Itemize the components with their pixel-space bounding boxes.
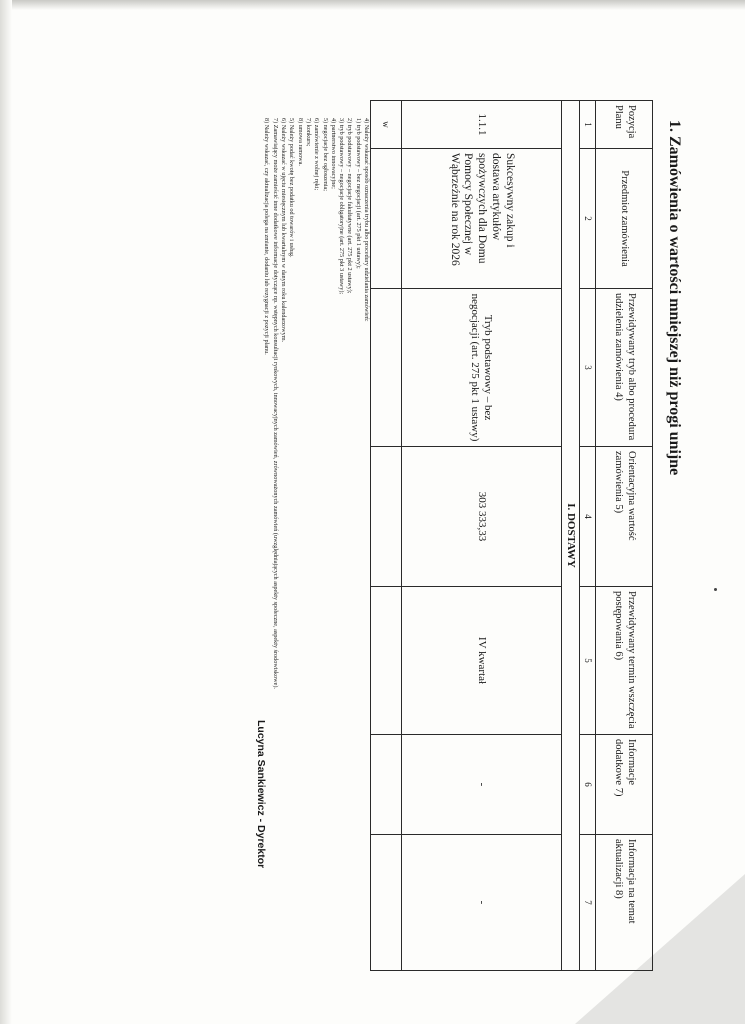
footnote: 2) tryb podstawowy – negocjacje fakultatywne (art. 275 pkt 2 ustawy); [346,118,354,294]
column-number: 7 [580,835,596,971]
footnote: 4) Należy wskazać sposób oznaczenia trybu albo procedury udzielania zamówień: [363,118,370,322]
column-number-row [580,101,596,971]
column-number: 3 [580,289,596,447]
empty-cell [370,735,401,835]
empty-cell [370,149,401,289]
header-additional-info: Informacje dodatkowe 7) [596,735,653,835]
footnote: 7) Zamawiający może zamieścić inne dodatkowe informacje dotyczące np. wstępnych konsultacji rynkowych, innowacyjnych zamówień, zrównoważonych zamówień (uwzględniających aspekty społeczne, aspekty środowiskowe). [271,118,279,689]
row-update-info: - [401,835,561,971]
footnote: 6) zamówienie z wolnej ręki; [313,118,321,191]
empty-cell [370,835,401,971]
header-start-term: Przewidywany termin wszczęcia postępowania 6) [596,587,653,735]
empty-cell [370,447,401,587]
table-header-row [596,101,653,971]
footnotes [262,118,370,938]
column-number: 6 [580,735,596,835]
column-number: 5 [580,587,596,735]
column-number: 2 [580,149,596,289]
footnote: 1) tryb podstawowy – bez negocjacji (art. 275 pkt 1 ustawy); [354,118,362,269]
footnote: 5) Należy podać kwotę bez podatku od towarów i usług. [288,118,296,258]
row-marker: w [370,101,401,149]
header-subject: Przedmiot zamówienia [596,149,653,289]
section-title: I. DOSTAWY [561,101,579,971]
header-procedure: Przewidywany tryb albo procedura udzielenia zamówienia 4) [596,289,653,447]
header-position: Pozycja Planu [596,101,653,149]
empty-cell [370,289,401,447]
table-row-empty [370,101,401,971]
document-title: 1. Zamówienia o wartości mniejszej niż progi unijne [666,120,683,476]
header-value: Orientacyjna wartość zamówienia 5) [596,447,653,587]
footnote: 3) tryb podstawowy – negocjacje obligatoryjne (art. 275 pkt 3 ustawy); [338,118,346,295]
section-row [561,101,579,971]
row-subject: Sukcesywny zakup i dostawa artykułów spożywczych dla Domu Pomocy Społecznej w Wąbrzeźnie na rok 2026 [401,149,561,289]
row-position: 1.1.1 [401,101,561,149]
director-signature: Lucyna Sankiewicz - Dyrektor [255,720,267,869]
row-additional-info: - [401,735,561,835]
column-number: 1 [580,101,596,149]
footnote: 5) negocjacje bez ogłoszenia; [321,118,329,192]
footnote: 8) umowa ramowa. [296,118,304,166]
footnote: 8) Należy wskazać, czy aktualizacja polega na zmianie, dodaniu lub rezygnacji z pozycji planu. [263,118,271,355]
scan-speck [714,588,717,591]
procurement-plan-table [370,100,653,971]
footnote: 7) konkurs; [304,118,312,147]
row-value: 303 333,33 [401,447,561,587]
footnote: 4) partnerstwo innowacyjne; [329,118,337,189]
footnote: 6) Należy wskazać w ujęciu miesięcznym lub kwartalnym w danym roku kalendarzowym. [280,118,288,343]
row-procedure: Tryb podstawowy – bez negocjacji (art. 275 pkt 1 ustawy) [401,289,561,447]
header-update-info: Informacja na temat aktualizacji 8) [596,835,653,971]
table-row [401,101,561,971]
row-start-term: IV kwartał [401,587,561,735]
empty-cell [370,587,401,735]
column-number: 4 [580,447,596,587]
